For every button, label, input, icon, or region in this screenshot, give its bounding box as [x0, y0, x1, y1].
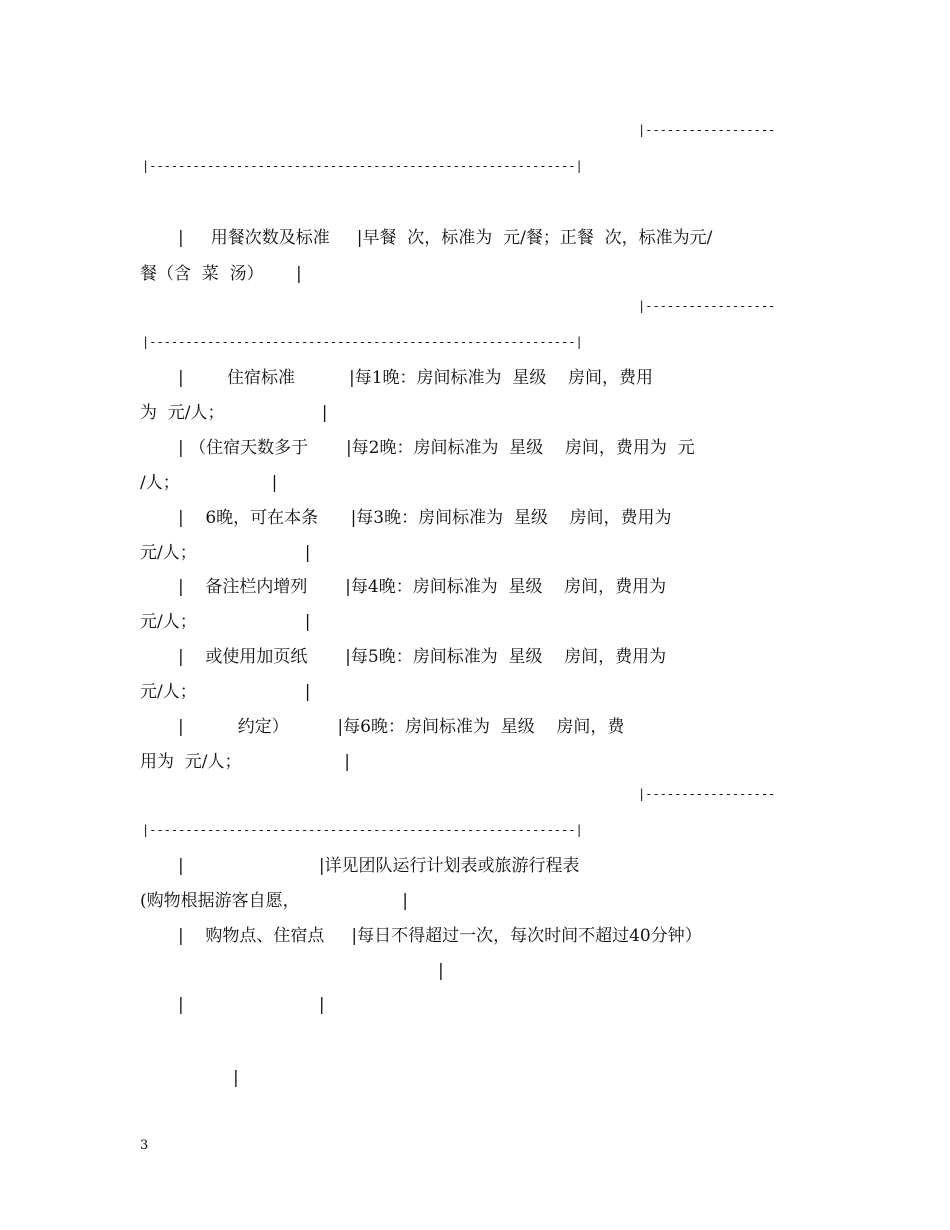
shopping-line-3: | 购物点、住宿点 |每日不得超过一次，每次时间不超过40分钟） [178, 926, 702, 946]
lodging-1-line-2: 为 元/人； | [140, 403, 328, 423]
lodging-4-line-2: 元/人； | [140, 612, 311, 632]
lodging-4-line-1: | 备注栏内增列 |每4晚：房间标准为 星级 房间，费用为 [178, 577, 667, 597]
separator-short: |------------------ [638, 787, 776, 801]
lodging-5-line-1: | 或使用加页纸 |每5晚：房间标准为 星级 房间，费用为 [178, 647, 667, 667]
shopping-line-6: | [233, 1068, 239, 1088]
lodging-5-line-2: 元/人； | [140, 682, 311, 702]
lodging-2-line-1: | （住宿天数多于 |每2晚：房间标准为 星级 房间，费用为 元 [178, 438, 695, 458]
separator-short: |------------------ [638, 123, 776, 137]
separator-long: |-----------------------------------------------------------| [142, 159, 583, 173]
separator-short: |------------------ [638, 299, 776, 313]
lodging-6-line-1: | 约定） |每6晚：房间标准为 星级 房间，费 [178, 717, 625, 737]
shopping-line-5: | | [178, 995, 325, 1015]
lodging-3-line-1: | 6晚，可在本条 |每3晚：房间标准为 星级 房间，费用为 [178, 508, 672, 528]
separator-long: |-----------------------------------------------------------| [142, 823, 583, 837]
separator-long: |-----------------------------------------------------------| [142, 335, 583, 349]
lodging-6-line-2: 用为 元/人； | [140, 752, 350, 772]
shopping-line-4: | [438, 961, 444, 981]
meals-line-2: 餐（含 菜 汤） | [140, 264, 302, 284]
lodging-3-line-2: 元/人； | [140, 543, 311, 563]
shopping-line-1: | |详见团队运行计划表或旅游行程表 [178, 856, 580, 876]
page-number: 3 [140, 1138, 149, 1153]
meals-line-1: | 用餐次数及标准 |早餐 次，标准为 元/餐；正餐 次，标准为元/ [178, 228, 713, 248]
shopping-line-2: (购物根据游客自愿， | [140, 891, 409, 911]
lodging-2-line-2: /人； | [140, 473, 278, 493]
lodging-1-line-1: | 住宿标准 |每1晚：房间标准为 星级 房间，费用 [178, 368, 653, 388]
